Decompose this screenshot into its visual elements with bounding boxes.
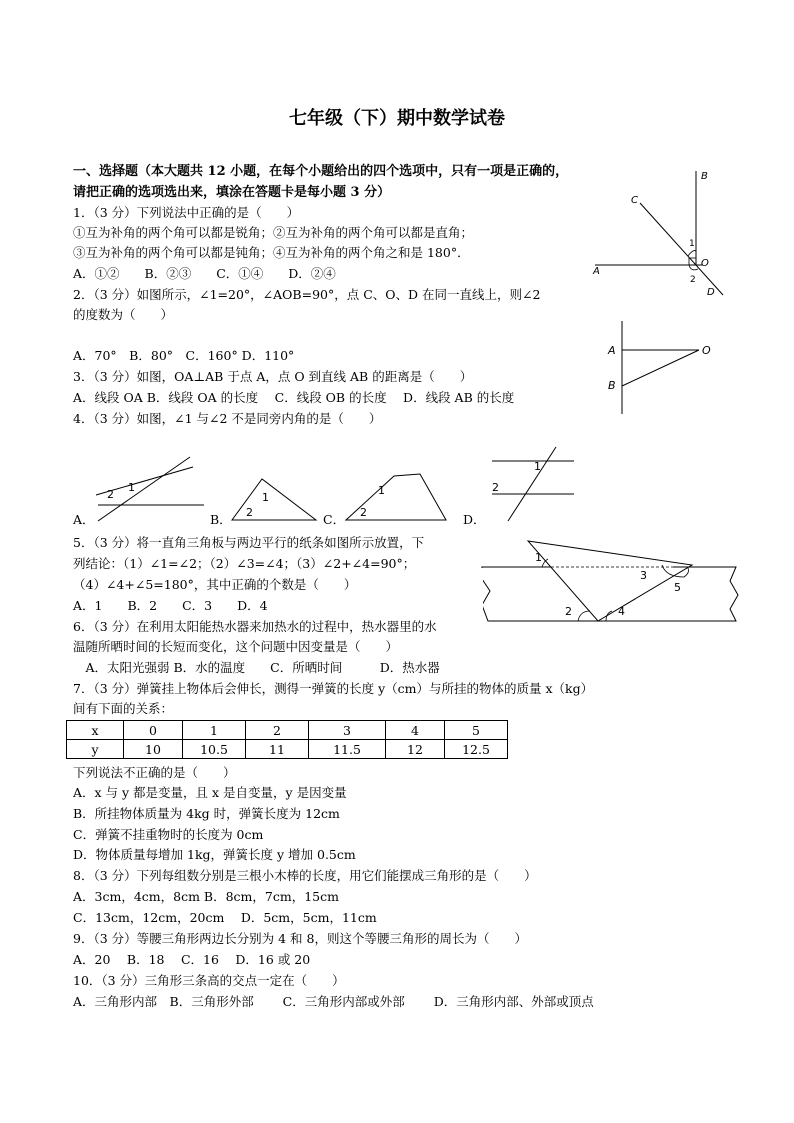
label-angle-1: 1 xyxy=(378,484,385,497)
label-angle-2: 2 xyxy=(492,481,499,494)
q4-figure-b xyxy=(224,475,324,525)
label-b: B xyxy=(608,379,616,392)
label-angle-1: 1 xyxy=(534,460,541,473)
q7-option-d: D．物体质量每增加 1kg，弹簧长度 y 增加 0.5cm xyxy=(73,847,356,862)
label-angle-1: 1 xyxy=(689,239,695,249)
q3-stem: 3．（3 分）如图，OA⊥AB 于点 A，点 O 到直线 AB 的距离是（ ） xyxy=(73,369,473,384)
label-angle-1: 1 xyxy=(128,481,135,494)
q1-statement-2: ③互为补角的两个角可以都是钝角；④互为补角的两个角之和是 180°． xyxy=(73,245,470,260)
q10-options: A．三角形内部 B．三角形外部 C．三角形内部或外部 D．三角形内部、外部或顶点 xyxy=(73,994,594,1009)
page-title: 七年级（下）期中数学试卷 xyxy=(289,108,505,129)
q8-options-1: A．3cm，4cm，8cm B．8cm，7cm，15cm xyxy=(73,889,339,904)
label-d: D xyxy=(707,287,715,298)
table-cell: y xyxy=(67,740,124,759)
q9-stem: 9．（3 分）等腰三角形两边长分别为 4 和 8，则这个等腰三角形的周长为（ ） xyxy=(73,931,527,946)
table-cell: 10 xyxy=(124,740,183,759)
label-angle-2: 2 xyxy=(360,506,367,519)
q1-options: A．①② B．②③ C．①④ D．②④ xyxy=(73,266,336,281)
label-o: O xyxy=(702,344,711,357)
table-cell: 11.5 xyxy=(309,740,386,759)
q9-options: A．20 B．18 C．16 D．16 或 20 xyxy=(73,952,311,967)
q6-stem-line1: 6．（3 分）在利用太阳能热水器来加热水的过程中，热水器里的水 xyxy=(73,619,437,634)
table-cell: 12 xyxy=(386,740,445,759)
q7-option-c: C．弹簧不挂重物时的长度为 0cm xyxy=(73,827,264,842)
table-cell: 1 xyxy=(183,721,246,740)
table-cell: 5 xyxy=(445,721,508,740)
label-o: O xyxy=(701,258,709,269)
table-cell: 3 xyxy=(309,721,386,740)
angle-1-arc xyxy=(688,251,696,256)
table-row xyxy=(67,740,508,759)
q8-options-2: C．13cm，12cm，20cm D．5cm，5cm，11cm xyxy=(73,910,377,925)
q5-stem-line1: 5．（3 分）将一直角三角板与两边平行的纸条如图所示放置，下 xyxy=(73,535,425,550)
triangle-ruler xyxy=(528,541,692,621)
q4-stem: 4．（3 分）如图，∠1 与∠2 不是同旁内角的是（ ） xyxy=(73,411,382,426)
q4-option-b: B． xyxy=(210,512,232,527)
table-cell: 11 xyxy=(246,740,309,759)
table-cell: 4 xyxy=(386,721,445,740)
label-a: A xyxy=(593,266,600,277)
label-angle-1: 1 xyxy=(262,491,269,504)
q4-figure-d xyxy=(484,445,579,525)
section-header-line2: 请把正确的选项选出来，填涂在答题卡是每小题 3 分） xyxy=(73,185,391,200)
q1-statement-1: ①互为补角的两个角可以都是锐角；②互为补角的两个角可以都是直角； xyxy=(73,225,474,240)
label-angle-1: 1 xyxy=(535,551,542,564)
table-cell: x xyxy=(67,721,124,740)
q5-options: A．1 B．2 C．3 D．4 xyxy=(73,598,268,613)
label-angle-2: 2 xyxy=(565,605,572,618)
table-cell: 2 xyxy=(246,721,309,740)
label-c: C xyxy=(631,195,638,206)
label-angle-2: 2 xyxy=(246,506,253,519)
q2-stem-line1: 2．（3 分）如图所示，∠1=20°，∠AOB=90°，点 C、O、D 在同一直线上，则∠2 xyxy=(73,287,541,302)
q1-stem: 1．（3 分）下列说法中正确的是（ ） xyxy=(73,205,300,220)
q7-stem-line2: 间有下面的关系： xyxy=(73,701,174,716)
label-angle-4: 4 xyxy=(618,605,625,618)
label-angle-3: 3 xyxy=(640,569,647,582)
q6-options: A．太阳光强弱 B．水的温度 C．所晒时间 D．热水器 xyxy=(73,660,440,675)
q4-option-c: C． xyxy=(323,512,346,527)
table-cell: 0 xyxy=(124,721,183,740)
label-b: B xyxy=(701,171,708,182)
q4-figure-c xyxy=(338,468,450,524)
q7-option-b: B．所挂物体质量为 4kg 时，弹簧长度为 12cm xyxy=(73,806,340,821)
q5-stem-line3: （4）∠4+∠5=180°，其中正确的个数是（ ） xyxy=(73,577,357,592)
q2-angle-figure xyxy=(585,165,730,300)
q2-stem-line2: 的度数为（ ） xyxy=(73,307,174,322)
q4-figure-a xyxy=(88,453,210,525)
q7-stem-line1: 7．（3 分）弹簧挂上物体后会伸长，测得一弹簧的长度 y（cm）与所挂的物体的质量 x（kg） xyxy=(73,681,594,696)
q6-stem-line2: 温随所晒时间的长短而变化，这个问题中因变量是（ ） xyxy=(73,639,399,654)
table-cell: 10.5 xyxy=(183,740,246,759)
line-cd xyxy=(640,203,723,295)
label-angle-2: 2 xyxy=(107,488,114,501)
q7-option-a: A．x 与 y 都是变量，且 x 是自变量，y 是因变量 xyxy=(73,785,347,800)
q4-option-a: A． xyxy=(73,512,95,527)
label-a: A xyxy=(608,344,616,357)
q10-stem: 10．（3 分）三角形三条高的交点一定在（ ） xyxy=(73,973,345,988)
q4-option-d: D． xyxy=(463,512,486,527)
section-header-line1: 一、选择题（本大题共 12 小题，在每个小题给出的四个选项中，只有一项是正确的， xyxy=(73,164,569,179)
label-angle-2: 2 xyxy=(690,275,696,285)
label-angle-5: 5 xyxy=(674,581,681,594)
table-cell: 12.5 xyxy=(445,740,508,759)
table-row xyxy=(67,721,508,740)
q2-options: A．70° B．80° C．160° D．110° xyxy=(73,348,295,363)
q3-options: A．线段 OA B．线段 OA 的长度 C．线段 OB 的长度 D．线段 AB 的长度 xyxy=(73,390,515,405)
q7-stem2: 下列说法不正确的是（ ） xyxy=(73,765,236,780)
q7-data-table xyxy=(66,720,508,759)
q3-perpendicular-figure xyxy=(600,318,725,418)
q5-stem-line2: 列结论：（1）∠1=∠2；（2）∠3=∠4；（3）∠2+∠4=90°； xyxy=(73,556,416,571)
segment-ob xyxy=(622,350,699,386)
q8-stem: 8．（3 分）下列每组数分别是三根小木棒的长度，用它们能摆成三角形的是（ ） xyxy=(73,868,537,883)
q5-paper-strip-figure xyxy=(480,535,742,627)
